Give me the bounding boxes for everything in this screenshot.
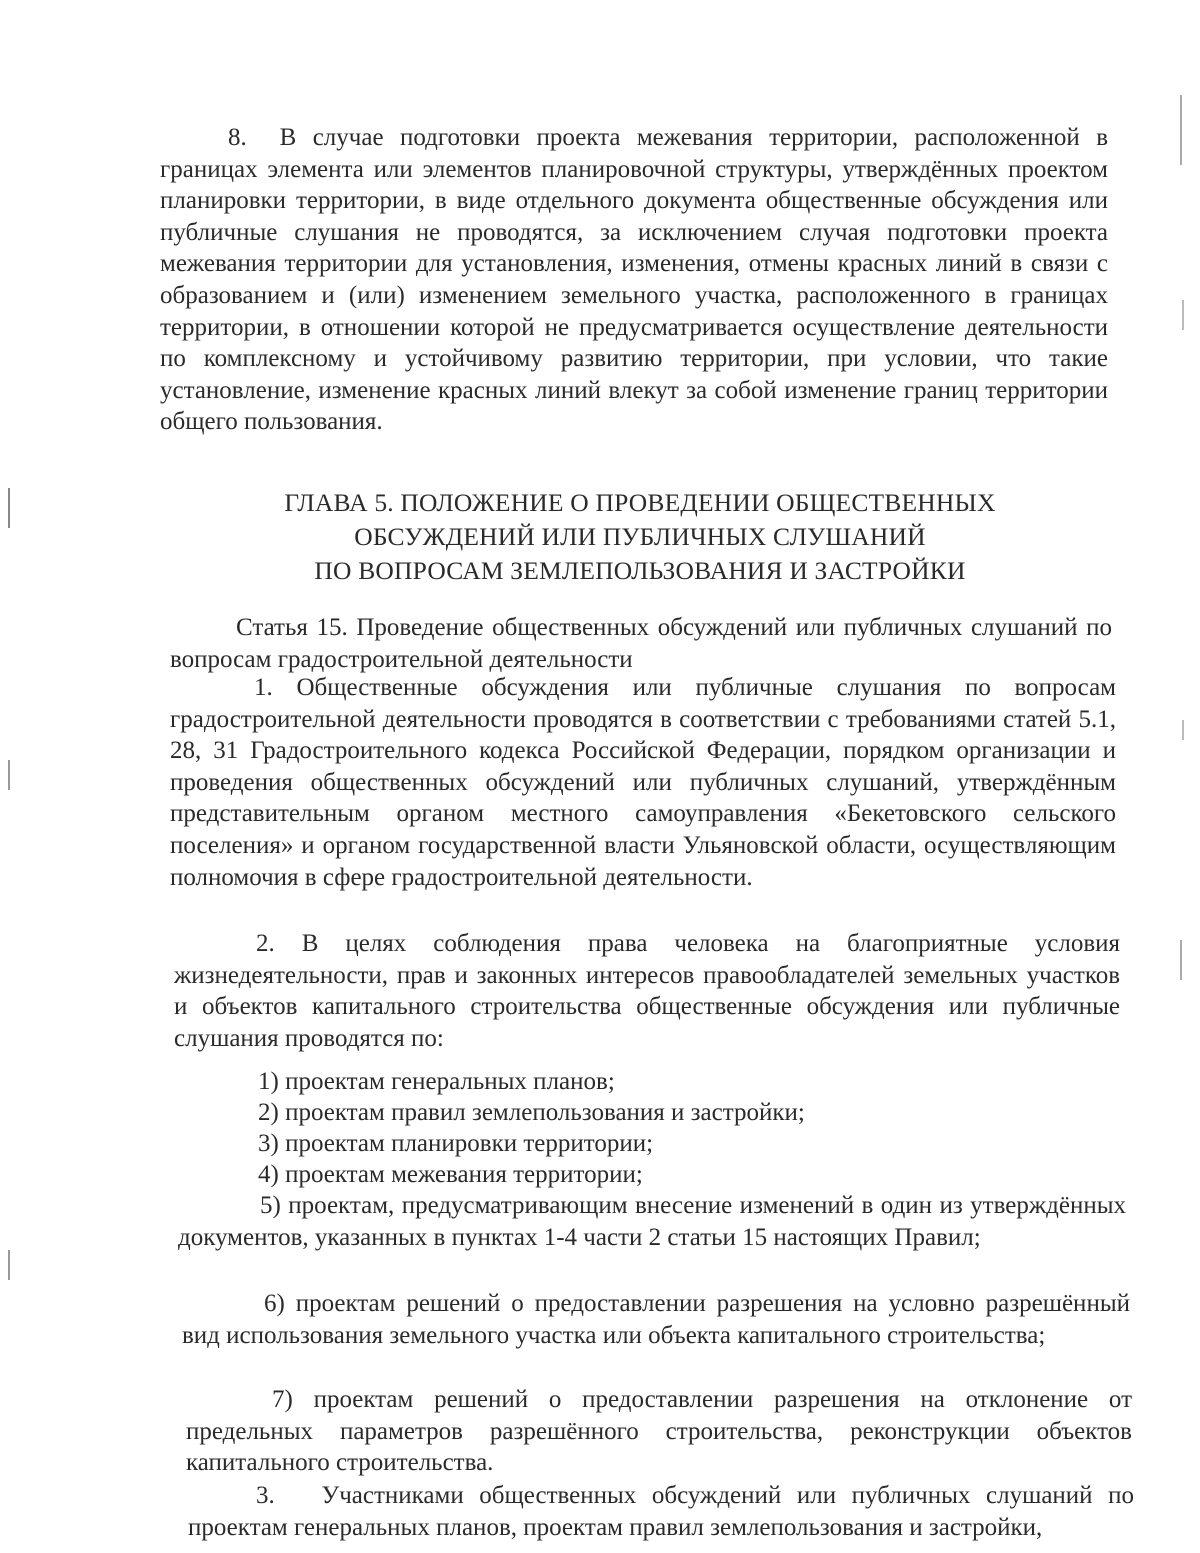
subitem-5-text: проектам, предусматривающим внесение изменений в один из утверждённых документов, указанных в пунктах 1-4 части 2 статьи 15 настоящих Правил; xyxy=(178,1192,1126,1251)
paragraph-8-number: 8. xyxy=(228,124,247,151)
scan-edge-mark xyxy=(1180,940,1182,980)
subitem-2-number: 2) xyxy=(258,1099,279,1126)
chapter-heading-line-3: ПО ВОПРОСАМ ЗЕМЛЕПОЛЬЗОВАНИЯ И ЗАСТРОЙКИ xyxy=(314,556,966,585)
chapter-heading-line-1: ГЛАВА 5. ПОЛОЖЕНИЕ О ПРОВЕДЕНИИ ОБЩЕСТВЕННЫХ xyxy=(284,488,996,517)
item-3-number: 3. xyxy=(256,1482,275,1509)
scan-edge-mark xyxy=(1180,95,1182,165)
subitem-4-number: 4) xyxy=(258,1161,279,1188)
subitem-7-number: 7) xyxy=(272,1386,293,1413)
subitem-6-text: проектам решений о предоставлении разрешения на условно разрешённый вид использования земельного участка или объекта капитального строительства; xyxy=(182,1290,1130,1349)
subitem-1 xyxy=(258,1066,615,1098)
subitem-4-text: проектам межевания территории; xyxy=(285,1161,643,1188)
subitem-4 xyxy=(258,1159,643,1191)
subitem-6 xyxy=(182,1288,1130,1351)
subitem-5-number: 5) xyxy=(260,1192,281,1219)
subitem-3-number: 3) xyxy=(258,1130,279,1157)
subitem-3-text: проектам планировки территории; xyxy=(285,1130,654,1157)
subitem-5 xyxy=(178,1190,1126,1253)
item-3-text: Участниками общественных обсуждений или публичных слушаний по проектам генеральных планов, проектам правил землепользования и застройки, xyxy=(188,1482,1135,1541)
subitem-7-text: проектам решений о предоставлении разрешения на отклонение от предельных параметров разрешённого строительства, реконструкции объектов капитального строительства. xyxy=(186,1386,1132,1477)
item-1-text: Общественные обсуждения или публичные слушания по вопросам градостроительной деятельности проводятся в соответствии с требованиями статей 5.1, 28, 31 Градостроительного кодекса Российской Федерации, порядком организации и проведения общественных обсуждений или публичных слушаний, утверждённым представительным органом местного самоуправления «Бекетовского сельского поселения» и органом государственной власти Ульяновской области, осуществляющим полномочия в сфере градостроительной деятельности. xyxy=(170,674,1116,891)
item-2-text: В целях соблюдения права человека на благоприятные условия жизнедеятельности, прав и законных интересов правообладателей земельных участков и объектов капитального строительства общественные обсуждения или публичные слушания проводятся по: xyxy=(174,930,1120,1052)
subitem-3 xyxy=(258,1128,653,1160)
item-3 xyxy=(188,1480,1134,1543)
paragraph-8-text: В случае подготовки проекта межевания территории, расположенной в границах элемента или элементов планировочной структуры, утверждённых проектом планировки территории, в виде отдельного документа общественные обсуждения или публичные слушания не проводятся, за исключением случая подготовки проекта межевания территории для установления, изменения, отмены красных линий в связи с образованием и (или) изменением земельного участка, расположенного в границах территории, в отношении которой не предусматривается осуществление деятельности по комплексному и устойчивому развитию территории, при условии, что такие установление, изменение красных линий влекут за собой изменение границ территории общего пользования. xyxy=(160,124,1109,436)
scan-edge-mark xyxy=(8,488,10,528)
item-1-number: 1. xyxy=(254,674,273,701)
subitem-1-number: 1) xyxy=(258,1068,279,1095)
subitem-1-text: проектам генеральных планов; xyxy=(285,1068,615,1095)
scan-edge-mark xyxy=(1182,720,1184,740)
item-2-number: 2. xyxy=(256,930,275,957)
item-2 xyxy=(174,928,1120,1054)
scan-edge-mark xyxy=(8,760,10,790)
subitem-7 xyxy=(186,1384,1132,1479)
chapter-heading xyxy=(190,486,1090,588)
article-title xyxy=(170,612,1112,675)
item-1 xyxy=(170,672,1116,893)
chapter-heading-line-2: ОБСУЖДЕНИЙ ИЛИ ПУБЛИЧНЫХ СЛУШАНИЙ xyxy=(354,522,926,551)
subitem-6-number: 6) xyxy=(264,1290,285,1317)
paragraph-8 xyxy=(160,122,1108,438)
article-title-text: Статья 15. Проведение общественных обсуждений или публичных слушаний по вопросам градостроительной деятельности xyxy=(170,614,1112,673)
subitem-2 xyxy=(258,1097,805,1129)
subitem-2-text: проектам правил землепользования и застройки; xyxy=(285,1099,805,1126)
scan-edge-mark xyxy=(1182,300,1184,330)
scan-edge-mark xyxy=(8,1250,10,1280)
